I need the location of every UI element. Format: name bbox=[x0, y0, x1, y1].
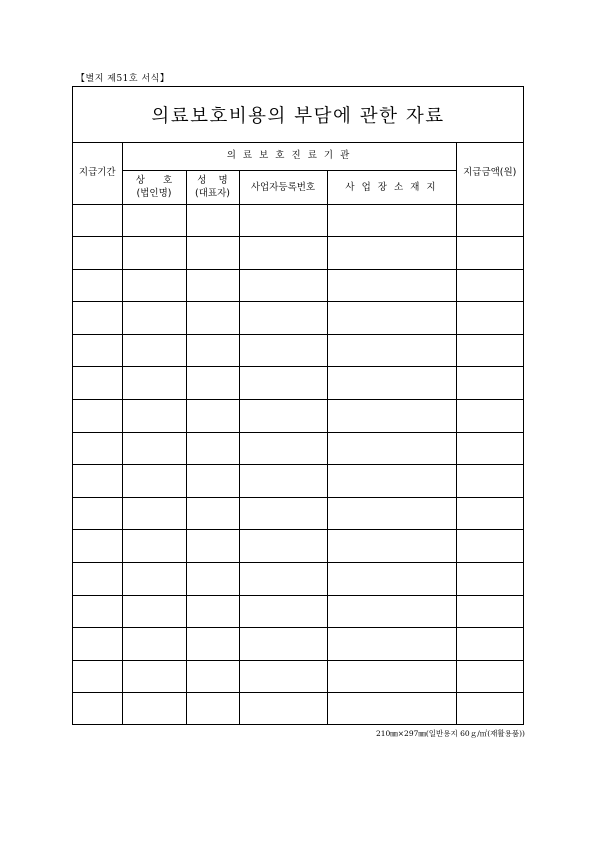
cell-period[interactable] bbox=[73, 530, 122, 563]
cell-registration-number[interactable] bbox=[239, 465, 327, 498]
cell-amount[interactable] bbox=[456, 237, 523, 270]
cell-address[interactable] bbox=[327, 237, 456, 270]
cell-period[interactable] bbox=[73, 269, 122, 302]
header-business-name bbox=[122, 170, 186, 204]
cell-registration-number[interactable] bbox=[239, 432, 327, 465]
cell-period[interactable] bbox=[73, 334, 122, 367]
cell-business-name[interactable] bbox=[122, 432, 186, 465]
cell-representative[interactable] bbox=[186, 660, 239, 693]
cell-address[interactable] bbox=[327, 693, 456, 725]
table-body bbox=[73, 204, 523, 725]
cell-amount[interactable] bbox=[456, 400, 523, 433]
cell-address[interactable] bbox=[327, 204, 456, 237]
form-frame bbox=[72, 86, 524, 725]
cell-period[interactable] bbox=[73, 563, 122, 596]
cell-period[interactable] bbox=[73, 465, 122, 498]
cell-registration-number[interactable] bbox=[239, 237, 327, 270]
cell-period[interactable] bbox=[73, 432, 122, 465]
cell-business-name[interactable] bbox=[122, 595, 186, 628]
table-row bbox=[73, 334, 523, 367]
cell-address[interactable] bbox=[327, 628, 456, 661]
table-row bbox=[73, 497, 523, 530]
header-business-name-line1: 상 호 bbox=[135, 175, 173, 186]
cell-representative[interactable] bbox=[186, 563, 239, 596]
cell-amount[interactable] bbox=[456, 432, 523, 465]
cell-business-name[interactable] bbox=[122, 334, 186, 367]
table-row bbox=[73, 660, 523, 693]
cell-representative[interactable] bbox=[186, 432, 239, 465]
cell-period[interactable] bbox=[73, 400, 122, 433]
cell-period[interactable] bbox=[73, 628, 122, 661]
cell-amount[interactable] bbox=[456, 302, 523, 335]
cell-business-name[interactable] bbox=[122, 367, 186, 400]
table-row bbox=[73, 269, 523, 302]
cell-period[interactable] bbox=[73, 595, 122, 628]
payment-records-table bbox=[73, 142, 523, 725]
cell-address[interactable] bbox=[327, 302, 456, 335]
cell-representative[interactable] bbox=[186, 302, 239, 335]
cell-address[interactable] bbox=[327, 269, 456, 302]
cell-address[interactable] bbox=[327, 595, 456, 628]
cell-representative[interactable] bbox=[186, 367, 239, 400]
header-payment-period: 지급기간 bbox=[73, 142, 122, 204]
cell-registration-number[interactable] bbox=[239, 367, 327, 400]
cell-address[interactable] bbox=[327, 432, 456, 465]
cell-period[interactable] bbox=[73, 497, 122, 530]
cell-address[interactable] bbox=[327, 563, 456, 596]
cell-registration-number[interactable] bbox=[239, 628, 327, 661]
header-business-name-line2: (법인명) bbox=[136, 188, 172, 199]
cell-amount[interactable] bbox=[456, 660, 523, 693]
cell-period[interactable] bbox=[73, 204, 122, 237]
cell-business-name[interactable] bbox=[122, 628, 186, 661]
title-area bbox=[73, 87, 523, 143]
cell-amount[interactable] bbox=[456, 465, 523, 498]
table-row bbox=[73, 693, 523, 725]
cell-business-name[interactable] bbox=[122, 237, 186, 270]
cell-business-name[interactable] bbox=[122, 465, 186, 498]
cell-address[interactable] bbox=[327, 367, 456, 400]
header-business-registration-number: 사업자등록번호 bbox=[239, 170, 327, 204]
header-representative-line1: 성 명 bbox=[197, 175, 228, 186]
cell-representative[interactable] bbox=[186, 400, 239, 433]
cell-registration-number[interactable] bbox=[239, 400, 327, 433]
cell-registration-number[interactable] bbox=[239, 595, 327, 628]
cell-registration-number[interactable] bbox=[239, 204, 327, 237]
cell-representative[interactable] bbox=[186, 204, 239, 237]
cell-address[interactable] bbox=[327, 660, 456, 693]
table-row bbox=[73, 400, 523, 433]
cell-representative[interactable] bbox=[186, 595, 239, 628]
cell-address[interactable] bbox=[327, 497, 456, 530]
cell-period[interactable] bbox=[73, 693, 122, 725]
cell-representative[interactable] bbox=[186, 334, 239, 367]
cell-amount[interactable] bbox=[456, 367, 523, 400]
cell-representative[interactable] bbox=[186, 530, 239, 563]
cell-address[interactable] bbox=[327, 400, 456, 433]
cell-period[interactable] bbox=[73, 237, 122, 270]
cell-amount[interactable] bbox=[456, 530, 523, 563]
cell-address[interactable] bbox=[327, 334, 456, 367]
header-payment-amount: 지급금액(원) bbox=[456, 142, 523, 204]
cell-amount[interactable] bbox=[456, 693, 523, 725]
cell-representative[interactable] bbox=[186, 237, 239, 270]
cell-amount[interactable] bbox=[456, 595, 523, 628]
cell-business-name[interactable] bbox=[122, 269, 186, 302]
cell-registration-number[interactable] bbox=[239, 269, 327, 302]
cell-amount[interactable] bbox=[456, 628, 523, 661]
cell-business-name[interactable] bbox=[122, 530, 186, 563]
table-row bbox=[73, 595, 523, 628]
cell-business-name[interactable] bbox=[122, 693, 186, 725]
cell-business-name[interactable] bbox=[122, 563, 186, 596]
cell-representative[interactable] bbox=[186, 628, 239, 661]
cell-business-name[interactable] bbox=[122, 204, 186, 237]
table-row bbox=[73, 563, 523, 596]
cell-registration-number[interactable] bbox=[239, 660, 327, 693]
cell-registration-number[interactable] bbox=[239, 302, 327, 335]
table-row bbox=[73, 367, 523, 400]
cell-representative[interactable] bbox=[186, 465, 239, 498]
cell-registration-number[interactable] bbox=[239, 563, 327, 596]
cell-registration-number[interactable] bbox=[239, 693, 327, 725]
cell-business-name[interactable] bbox=[122, 660, 186, 693]
cell-amount[interactable] bbox=[456, 204, 523, 237]
form-title: 의료보호비용의 부담에 관한 자료 bbox=[151, 105, 445, 127]
table-row bbox=[73, 628, 523, 661]
table-row bbox=[73, 432, 523, 465]
header-representative bbox=[186, 170, 239, 204]
header-medical-institution-group: 의 료 보 호 진 료 기 관 bbox=[122, 142, 456, 170]
paper-spec-footnote: 210㎜×297㎜(일반용지 60ｇ/㎡(재활용품)) bbox=[375, 729, 525, 738]
cell-period[interactable] bbox=[73, 367, 122, 400]
cell-amount[interactable] bbox=[456, 497, 523, 530]
cell-registration-number[interactable] bbox=[239, 334, 327, 367]
header-representative-line2: (대표자) bbox=[195, 188, 230, 199]
cell-business-name[interactable] bbox=[122, 302, 186, 335]
table-row bbox=[73, 530, 523, 563]
cell-representative[interactable] bbox=[186, 693, 239, 725]
cell-business-name[interactable] bbox=[122, 497, 186, 530]
table-row bbox=[73, 465, 523, 498]
cell-registration-number[interactable] bbox=[239, 530, 327, 563]
cell-address[interactable] bbox=[327, 465, 456, 498]
cell-amount[interactable] bbox=[456, 334, 523, 367]
table-row bbox=[73, 204, 523, 237]
header-business-address: 사 업 장 소 재 지 bbox=[327, 170, 456, 204]
cell-amount[interactable] bbox=[456, 269, 523, 302]
cell-representative[interactable] bbox=[186, 497, 239, 530]
cell-representative[interactable] bbox=[186, 269, 239, 302]
cell-address[interactable] bbox=[327, 530, 456, 563]
table-row bbox=[73, 237, 523, 270]
table-row bbox=[73, 302, 523, 335]
cell-business-name[interactable] bbox=[122, 400, 186, 433]
form-number-label: 【별지 제51호 서식】 bbox=[76, 74, 170, 84]
cell-period[interactable] bbox=[73, 660, 122, 693]
cell-amount[interactable] bbox=[456, 563, 523, 596]
cell-registration-number[interactable] bbox=[239, 497, 327, 530]
cell-period[interactable] bbox=[73, 302, 122, 335]
